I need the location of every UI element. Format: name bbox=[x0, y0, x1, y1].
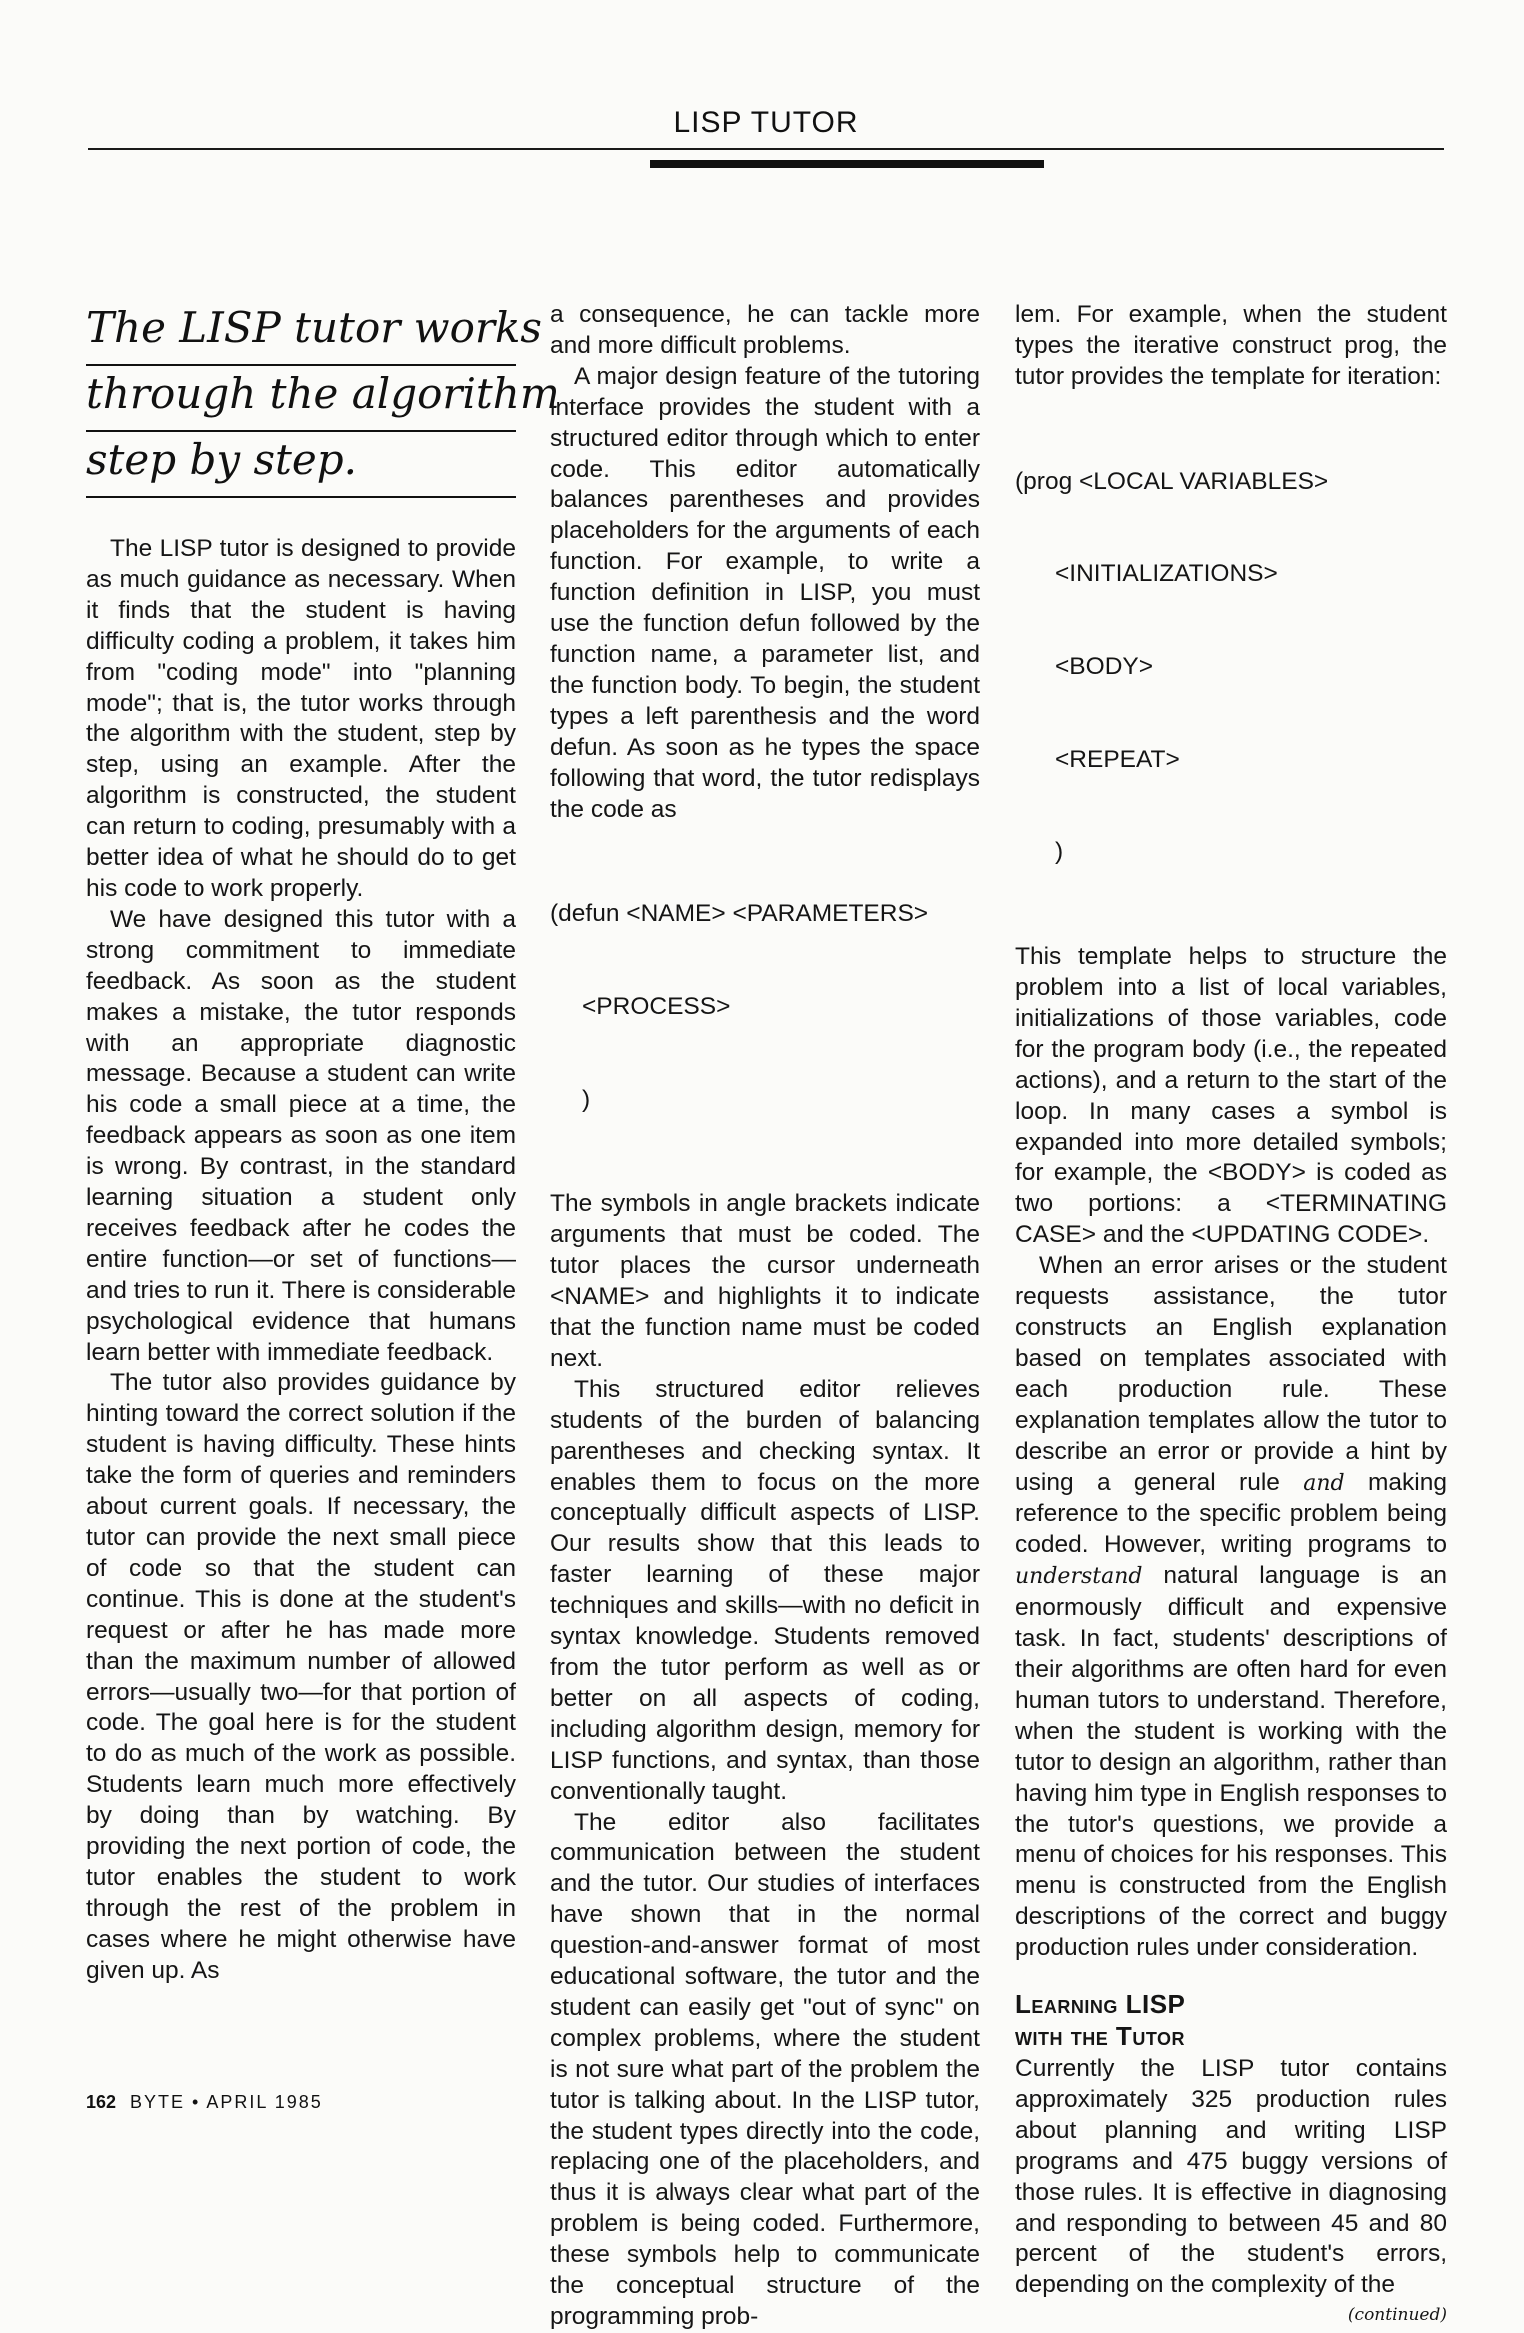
code-line: <REPEAT> bbox=[1055, 745, 1180, 773]
paragraph: lem. For example, when the student types the iterative construct prog, the tutor provides the template for iteration: bbox=[1015, 301, 1447, 390]
continued-note: (continued) bbox=[1347, 2305, 1447, 2326]
emphasis-and: and bbox=[1303, 1470, 1345, 1496]
pull-quote-line-2: through the algorithm bbox=[86, 366, 516, 432]
code-line: <BODY> bbox=[1055, 652, 1154, 680]
publication-info: BYTE • APRIL 1985 bbox=[130, 2092, 323, 2112]
code-block-prog bbox=[1015, 405, 1447, 930]
pull-quote bbox=[86, 300, 560, 498]
page-footer bbox=[86, 2092, 323, 2113]
paragraph: a consequence, he can tackle more and more difficult problems. bbox=[550, 301, 980, 359]
column-2 bbox=[550, 300, 980, 2333]
paragraph: The LISP tutor is designed to provide as much guidance as necessary. When it finds that the student is having difficulty coding a problem, it takes him from "coding mode" into "planning mode"; that is, the tutor works through the algorithm with the student, step by step, using an example. After the algorithm is constructed, the student can return to coding, presumably with a better idea of what he should do to get his code to work properly. bbox=[86, 535, 516, 902]
paragraph: The editor also facilitates communication between the student and the tutor. Our studies of interfaces have shown that in the normal question-and-answer format of most educational software, the tutor and the student can easily get "out of sync" on complex problems, where the student is not sure what part of the problem the tutor is talking about. In the LISP tutor, the student types directly into the code, replacing one of the placeholders, and thus it is always clear what part of the problem is being coded. Furthermore, these symbols help to communicate the conceptual structure of the programming prob- bbox=[550, 1808, 980, 2330]
header-rule bbox=[88, 148, 1444, 150]
paragraph bbox=[1015, 1251, 1447, 1964]
code-line: <INITIALIZATIONS> bbox=[1055, 560, 1278, 588]
section-heading-line-1: Learning LISP bbox=[1015, 1989, 1186, 2020]
paragraph: This structured editor relieves students of the burden of balancing parentheses and checking syntax. It enables them to focus on the more conceptually difficult aspects of LISP. Our results show that this leads to faster learning of these major techniques and skills—with no deficit in syntax knowledge. Students removed from the tutor perform as well as or better on all aspects of coding, including algorithm design, memory for LISP functions, and syntax, than those conventionally taught. bbox=[550, 1375, 980, 1805]
paragraph: The symbols in angle brackets indicate arguments that must be coded. The tutor places the cursor underneath <NAME> and highlights it to indicate that the function name must be coded next. bbox=[550, 1190, 980, 1372]
pull-quote-line-1: The LISP tutor works bbox=[86, 300, 516, 366]
code-line: (defun <NAME> <PARAMETERS> bbox=[550, 900, 929, 928]
header-title: LISP TUTOR bbox=[673, 106, 859, 139]
section-heading bbox=[1015, 1988, 1447, 2052]
paragraph: A major design feature of the tutoring interface provides the student with a structured editor through which to enter code. This editor automatically balances parentheses and provides placeholders for the arguments of each function. For example, to write a function definition in LISP, you must use the function defun followed by the function name, a parameter list, and the function body. To begin, the student types a left parenthesis and the word defun. As soon as he types the space following that word, the tutor redisplays the code as bbox=[550, 362, 980, 823]
code-line: <PROCESS> bbox=[582, 992, 731, 1020]
paragraph: The tutor also provides guidance by hinting toward the correct solution if the student is having difficulty. These hints take the form of queries and reminders about current goals. If necessary, the tutor can provide the next small piece of code so that the student can continue. This is done at the student's request or after he has made more than the maximum number of allowed errors—usually two—for that portion of code. The goal here is for the student to do as much of the work as possible. Students learn much more effectively by doing than by watching. By providing the next portion of code, the tutor enables the student to work through the rest of the problem in cases where he might otherwise have given up. As bbox=[86, 1369, 516, 1984]
page-number: 162 bbox=[86, 2092, 117, 2112]
text-run: natural language is an enormously difficult and expensive task. In fact, students' descriptions of their algorithms are often hard for even human tutors to understand. Therefore, when the student is working with the tutor to design an algorithm, rather than having him type in English responses to the tutor's questions, we provide a menu of choices for his responses. This menu is constructed from the English descriptions of the correct and buggy production rules under consideration. bbox=[1015, 1562, 1447, 1962]
code-line: ) bbox=[1055, 838, 1064, 866]
text-run: making reference to the specific problem being coded. However, writing programs to bbox=[1015, 1468, 1447, 1559]
header-bar bbox=[650, 160, 1044, 168]
code-line: (prog <LOCAL VARIABLES> bbox=[1015, 467, 1329, 495]
emphasis-understand: understand bbox=[1015, 1564, 1143, 1590]
code-block-defun bbox=[550, 837, 980, 1177]
column-3 bbox=[1015, 300, 1447, 2329]
column-1 bbox=[86, 300, 560, 1987]
text-run: When an error arises or the student requests assistance, the tutor constructs an English explanation based on templates associated with each production rule. These explanation templates allow the tutor to describe an error or provide a hint by using a general rule bbox=[1015, 1252, 1447, 1496]
running-header bbox=[88, 104, 1444, 170]
code-line: ) bbox=[582, 1085, 591, 1113]
paragraph: We have designed this tutor with a strong commitment to immediate feedback. As soon as the student makes a mistake, the tutor responds with an appropriate diagnostic message. Because a student can write his code a small piece at a time, the feedback appears as soon as one item is wrong. By contrast, in the standard learning situation a student only receives feedback after he codes the entire function—or set of functions—and tries to run it. There is considerable psychological evidence that humans learn better with immediate feedback. bbox=[86, 905, 516, 1366]
paragraph: Currently the LISP tutor contains approximately 325 production rules about planning and writing LISP programs and 475 buggy versions of those rules. It is effective in diagnosing and responding to between 45 and 80 percent of the student's errors, depending on the complexity of the bbox=[1015, 2055, 1447, 2299]
section-heading-line-2: with the Tutor bbox=[1015, 2021, 1185, 2052]
pull-quote-line-3: step by step. bbox=[86, 432, 516, 498]
paragraph: This template helps to structure the problem into a list of local variables, initializations of those variables, code for the program body (i.e., the repeated actions), and a return to the start of the loop. In many cases a symbol is expanded into more detailed symbols; for example, the <BODY> is coded as two portions: a <TERMINATING CASE> and the <UPDATING CODE>. bbox=[1015, 943, 1447, 1249]
